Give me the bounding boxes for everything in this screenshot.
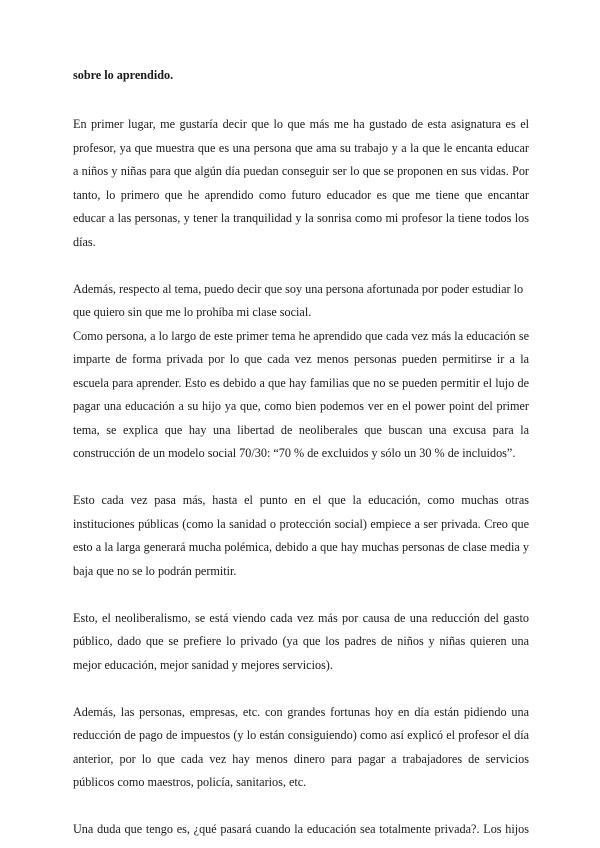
paragraph-como-persona: Como persona, a lo largo de este primer tema he aprendido que cada vez más la educación se imparte de forma privada por lo que cada vez menos personas pueden permitirse ir a la escuela para aprender. Esto es debido a que hay familias que no se pueden permitir el lujo de pagar una educación a su hijo ya que, como bien podemos ver en el power point del primer tema, se explica que hay una libertad de neoliberales que buscan una excusa para la construcción de un modelo social 70/30: “70 % de excluidos y sólo un 30 % de incluidos”. bbox=[73, 328, 529, 460]
spacer bbox=[73, 466, 529, 490]
spacer bbox=[73, 677, 529, 701]
paragraph-duda: Una duda que tengo es, ¿qué pasará cuando la educación sea totalmente privada?. Los hijos bbox=[73, 822, 529, 836]
paragraph-impuestos: Además, las personas, empresas, etc. con grandes fortunas hoy en día están pidiendo una reducción de pago de impuestos (y lo están consiguiendo) como así explicó el profesor el día anterior, por lo que cada vez hay menos dinero para pagar a trabajadores de servicios públicos como maestros, policía, sanitarios, etc. bbox=[73, 704, 529, 789]
paragraph-profesor: En primer lugar, me gustaría decir que lo que más me ha gustado de esta asignatura es el profesor, ya que muestra que es una persona que ama su trabajo y a la que le encanta educar a niños y niñas para que algún día puedan conseguir ser lo que se proponen en sus vidas. Por tanto, lo primero que he aprendido como futuro educador es que me tiene que encantar educar a las personas, y tener la tranquilidad y la sonrisa como mi profesor la tiene todos los días. bbox=[73, 117, 529, 249]
paragraph-afortunada: Además, respecto al tema, puedo decir que soy una persona afortunada por poder estudiar lo que quiero sin que me lo prohíba mi clase social. bbox=[73, 281, 524, 319]
paragraph-instituciones: Esto cada vez pasa más, hasta el punto en el que la educación, como muchas otras instituciones públicas (como la sanidad o protección social) empiece a ser privada. Creo que esto a la larga generará mucha polémica, debido a que hay muchas personas de clase media y baja que no se lo podrán permitir. bbox=[73, 493, 529, 578]
spacer bbox=[73, 85, 529, 113]
paragraph-neoliberalismo: Esto, el neoliberalismo, se está viendo cada vez más por causa de una reducción del gasto público, dado que se prefiere lo privado (ya que los padres de niños y niñas quieren una mejor educación, mejor sanidad y mejores servicios). bbox=[73, 610, 529, 672]
section-heading: sobre lo aprendido. bbox=[73, 68, 174, 82]
document-body bbox=[73, 66, 529, 842]
spacer bbox=[73, 254, 529, 278]
spacer bbox=[73, 795, 529, 819]
spacer bbox=[73, 583, 529, 607]
